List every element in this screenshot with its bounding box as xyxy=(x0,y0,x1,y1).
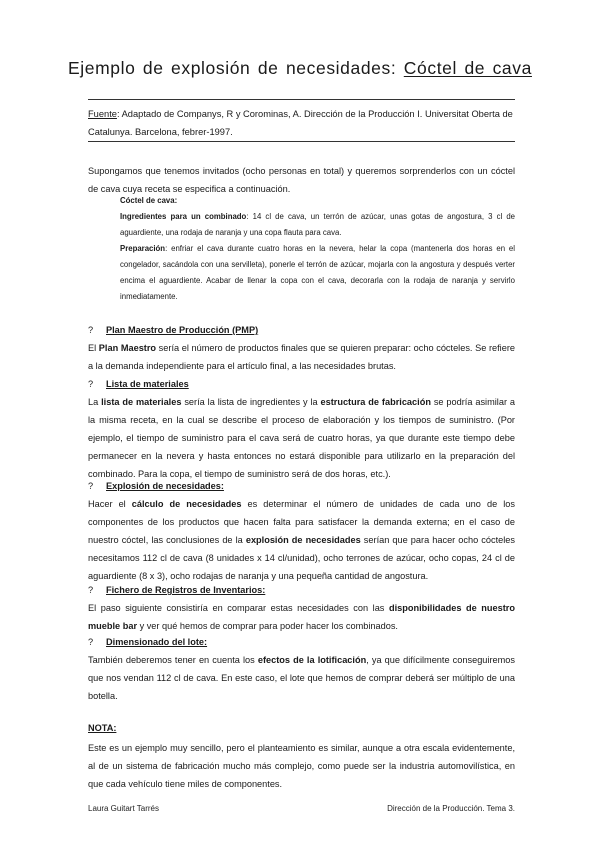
note-heading: NOTA: xyxy=(88,723,117,733)
section-heading-lote: ? Dimensionado del lote: xyxy=(88,633,515,651)
recipe-heading: Cóctel de cava: xyxy=(120,196,178,205)
note-body: Este es un ejemplo muy sencillo, pero el planteamiento es similar, aunque a otra escala evidentemente, al de un sistema de fabricación mucho más complejo, como puede ser la industria automovilística, en que cada vehículo tiene miles de componentes. xyxy=(88,743,515,789)
recipe-block xyxy=(120,193,515,305)
section-heading-materiales: ? Lista de materiales xyxy=(88,375,515,393)
footer-author: Laura Guitart Tarrés xyxy=(88,804,159,813)
top-rule xyxy=(88,99,515,100)
bullet-icon: ? xyxy=(88,379,94,389)
title-main: Ejemplo de explosión de necesidades: xyxy=(68,58,397,78)
section-body-materiales: La lista de materiales sería la lista de ingredientes y la estructura de fabricación se podría asimilar a la misma receta, en la cual se describe el proceso de elaboración y los tiempos de suministro. (Por ejemplo, el tiempo de suministro para el cava será de cuatro horas, ya que durante este tiempo debe permanecer en la nevera y hasta entonces no estará disponible para utilizarlo en la preparación del combinado. Para la copa, el tiempo de suministro será de dos horas, etc.). xyxy=(88,397,515,479)
section-body-lote: También deberemos tener en cuenta los efectos de la lotificación, ya que difícilmente conseguiremos que nos vendan 112 cl de cava. En este caso, el lote que hemos de comprar deberá ser múltiplo de una botella. xyxy=(88,655,515,701)
bottom-rule xyxy=(88,141,515,142)
prep-text: : enfriar el cava durante cuatro horas en la nevera, helar la copa (mantenerla dos horas en el congelador, sacándola con una servilleta), ponerle el terrón de azúcar, mojarla con la angostura y después verter encima el aguardiente. Acabar de llenar la copa con el cava, decorarla con la rodaja de naranja y servirlo inmediatamente. xyxy=(120,244,515,301)
source-label: Fuente xyxy=(88,109,117,119)
source-citation xyxy=(88,105,515,141)
bullet-icon: ? xyxy=(88,637,94,647)
title-underlined: Cóctel de cava xyxy=(403,58,532,78)
prep-label: Preparación xyxy=(120,244,166,253)
intro-paragraph: Supongamos que tenemos invitados (ocho personas en total) y queremos sorprenderlos con un cóctel de cava cuya receta se especifica a continuación. xyxy=(88,166,515,194)
section-heading-explosion: ? Explosión de necesidades: xyxy=(88,477,515,495)
recipe-preparation xyxy=(120,241,515,305)
source-text: : Adaptado de Companys, R y Corominas, A. Dirección de la Producción I. Universitat Oberta de Catalunya. Barcelona, febrer-1997. xyxy=(88,109,513,137)
bullet-icon: ? xyxy=(88,481,94,491)
section-heading-pmp: ? Plan Maestro de Producción (PMP) xyxy=(88,321,515,339)
ingredients-text: : 14 cl de cava, un terrón de azúcar, unas gotas de angostura, 3 cl de aguardiente, una rodaja de naranja y una copa flauta para cava. xyxy=(120,212,516,237)
ingredients-label: Ingredientes para un combinado xyxy=(120,212,247,221)
recipe-ingredients xyxy=(120,209,515,241)
footer-course: Dirección de la Producción. Tema 3. xyxy=(387,804,515,813)
page-title xyxy=(0,58,600,79)
section-body-explosion: Hacer el cálculo de necesidades es determinar el número de unidades de cada uno de los componentes de los productos que hacen falta para satisfacer la demanda externa; en el caso de nuestro cóctel, las conclusiones de la explosión de necesidades serían que para hacer ocho cócteles necesitamos 112 cl de cava (8 unidades x 14 cl/unidad), ocho terrones de azúcar, ocho copas, 24 cl de aguardiente (8 x 3), ocho rodajas de naranja y una pequeña cantidad de angostura. xyxy=(88,499,515,581)
bullet-icon: ? xyxy=(88,325,94,335)
section-body-inventarios: El paso siguiente consistiría en comparar estas necesidades con las disponibilidades de nuestro mueble bar y ver qué hemos de comprar para poder hacer los combinados. xyxy=(88,603,515,631)
section-heading-inventarios: ? Fichero de Registros de Inventarios: xyxy=(88,581,515,599)
bullet-icon: ? xyxy=(88,585,94,595)
section-body-pmp: El Plan Maestro sería el número de productos finales que se quieren preparar: ocho cócteles. Se refiere a la demanda independiente para el artículo final, a las necesidades brutas. xyxy=(88,343,515,371)
